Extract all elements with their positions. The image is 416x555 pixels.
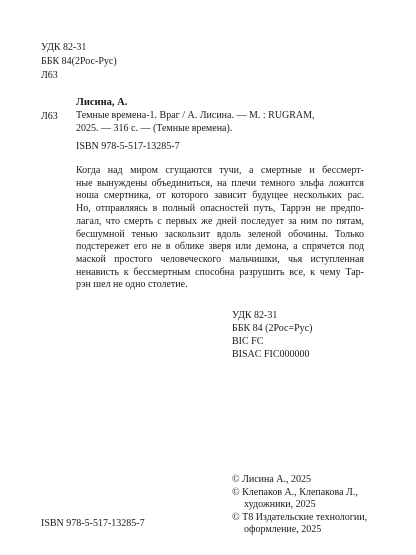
copyright-line-cont: оформление, 2025 bbox=[244, 524, 322, 536]
record-description-line: 2025. — 316 с. — (Темные времена). bbox=[76, 123, 233, 134]
copyright-line: © Т8 Издательские технологии, bbox=[232, 511, 368, 523]
bbk-code: ББК 84 (2Рос=Рус) bbox=[232, 323, 313, 334]
annotation-line: ненависть к бессмертным способна разрушить все, к чему Тар- bbox=[76, 266, 364, 278]
author-mark-margin: Л63 bbox=[41, 111, 58, 122]
annotation-line: подстережет его не в облике зверя или демона, а спрячется под bbox=[76, 241, 364, 253]
footer-isbn: ISBN 978-5-517-13285-7 bbox=[41, 518, 145, 529]
copyright-line: © Клепаков А., Клепакова Л., bbox=[232, 486, 358, 498]
annotation-line: Когда над миром сгущаются тучи, а смертные и бессмерт- bbox=[76, 165, 364, 176]
record-description-line: Темные времена-1. Враг / А. Лисина. — М. : RUGRAM, bbox=[76, 110, 315, 121]
annotation-line: ные вынуждены объединиться, на плечи темного эльфа ложится bbox=[76, 177, 364, 189]
annotation-line: бесшумной тенью заскользит вдоль зеленой обочины. Только bbox=[76, 228, 364, 240]
author-name: Лисина, А. bbox=[76, 97, 128, 108]
annotation-line: ноша смертника, от которого зависит будущее нескольких рас. bbox=[76, 190, 364, 202]
bisac-code: BISAC FIC000000 bbox=[232, 349, 310, 360]
udk-code: УДК 82-31 bbox=[232, 310, 278, 321]
annotation-line: маской простого человеческого мальчишки, чья иступленная bbox=[76, 253, 364, 265]
annotation-paragraph bbox=[76, 165, 364, 292]
author-mark-top: Л63 bbox=[41, 70, 58, 81]
annotation-line: Но, отправляясь в полный опасностей путь, Таррэн не предпо- bbox=[76, 203, 364, 215]
annotation-line: рэн шел не одно столетие. bbox=[76, 279, 188, 291]
copyright-line: © Лисина А., 2025 bbox=[232, 474, 312, 485]
udk-code-top: УДК 82-31 bbox=[41, 42, 87, 53]
annotation-line: лагал, что смерть с первых же дней последует за ним по пятам, bbox=[76, 215, 364, 227]
record-isbn: ISBN 978-5-517-13285-7 bbox=[76, 141, 180, 152]
copyright-block bbox=[232, 474, 367, 537]
bbk-code-top: ББК 84(2Рос-Рус) bbox=[41, 56, 117, 67]
copyright-line-cont: художники, 2025 bbox=[244, 499, 316, 511]
bic-code: BIC FC bbox=[232, 336, 264, 347]
